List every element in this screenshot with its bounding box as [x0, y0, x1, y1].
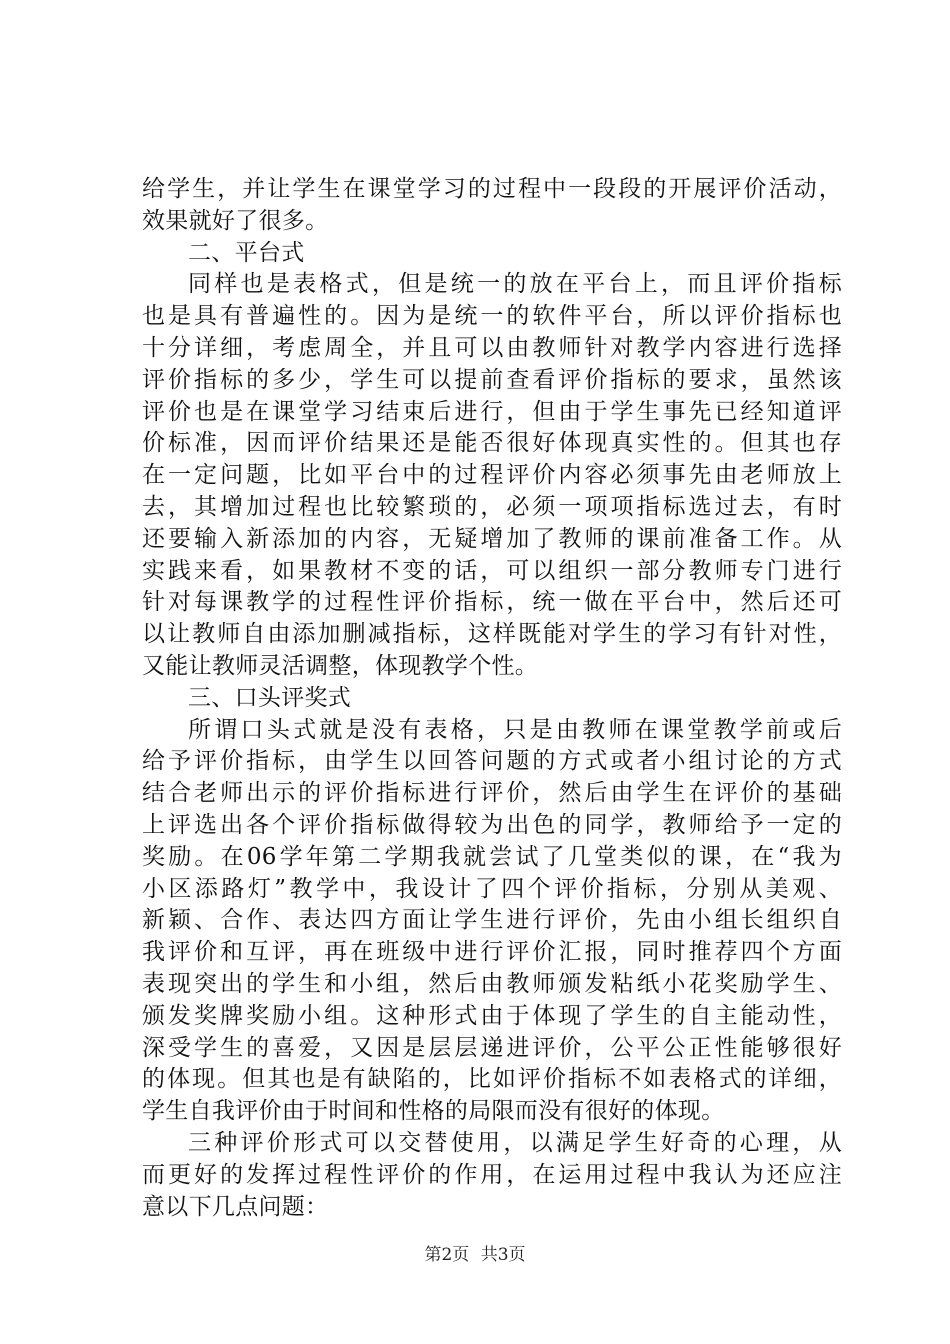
text-line: 给学生，并让学生在课堂学习的过程中一段段的开展评价活动，	[142, 176, 842, 202]
text-line: 所谓口头式就是没有表格，只是由教师在课堂教学前或后	[188, 716, 842, 743]
text-line: 结合老师出示的评价指标进行评价，然后由学生在评价的基础	[142, 780, 842, 807]
total-pages: 共3页	[480, 1245, 526, 1265]
text-line: 还要输入新添加的内容，无疑增加了教师的课前准备工作。从	[142, 525, 842, 552]
text-line: 价标准，因而评价结果还是能否很好体现真实性的。但其也存	[142, 430, 842, 457]
text-line: 而更好的发挥过程性评价的作用，在运用过程中我认为还应注	[142, 1161, 842, 1188]
body-text	[142, 174, 842, 1223]
text-line: 小区添路灯”教学中，我设计了四个评价指标，分别从美观、	[142, 875, 842, 902]
text-line: 评价也是在课堂学习结束后进行，但由于学生事先已经知道评	[142, 398, 842, 425]
text-line: 上评选出各个评价指标做得较为出色的同学，教师给予一定的	[142, 811, 842, 838]
text-line: 的体现。但其也是有缺陷的，比如评价指标不如表格式的详细，	[142, 1066, 842, 1093]
text-line: 又能让教师灵活调整，体现教学个性。	[142, 652, 539, 679]
text-line: 奖励。在06学年第二学期我就尝试了几堂类似的课，在“我为	[142, 843, 842, 870]
text-line: 颁发奖牌奖励小组。这种形式由于体现了学生的自主能动性，	[142, 1002, 842, 1029]
text-line: 效果就好了很多。	[142, 207, 329, 234]
text-line: 针对每课教学的过程性评价指标，统一做在平台中，然后还可	[142, 589, 842, 616]
text-line: 在一定问题，比如平台中的过程评价内容必须事先由老师放上	[142, 462, 842, 489]
text-line: 以让教师自由添加删减指标，这样既能对学生的学习有针对性，	[142, 621, 842, 648]
text-line: 深受学生的喜爱，又因是层层递进评价，公平公正性能够很好	[142, 1034, 842, 1061]
section-heading: 三、口头评奖式	[188, 684, 352, 711]
text-line: 实践来看，如果教材不变的话，可以组织一部分教师专门进行	[142, 557, 842, 584]
page-number: 第2页	[424, 1245, 470, 1265]
text-line: 同样也是表格式，但是统一的放在平台上，而且评价指标	[188, 271, 842, 298]
text-line: 也是具有普遍性的。因为是统一的软件平台，所以评价指标也	[142, 303, 842, 330]
text-line: 三种评价形式可以交替使用，以满足学生好奇的心理，从	[188, 1129, 842, 1156]
page-footer	[0, 1240, 950, 1265]
text-line: 学生自我评价由于时间和性格的局限而没有很好的体现。	[142, 1098, 725, 1125]
text-line: 表现突出的学生和小组，然后由教师颁发粘纸小花奖励学生、	[142, 970, 842, 997]
text-line: 去，其增加过程也比较繁琐的，必须一项项指标选过去，有时	[142, 493, 842, 520]
text-line: 给予评价指标，由学生以回答问题的方式或者小组讨论的方式	[142, 748, 842, 775]
text-line: 十分详细，考虑周全，并且可以由教师针对教学内容进行选择	[142, 334, 842, 361]
text-line: 我评价和互评，再在班级中进行评价汇报，同时推荐四个方面	[142, 939, 842, 966]
text-line: 新颖、合作、表达四方面让学生进行评价，先由小组长组织自	[142, 907, 842, 934]
text-line: 评价指标的多少，学生可以提前查看评价指标的要求，虽然该	[142, 366, 842, 393]
section-heading: 二、平台式	[188, 239, 305, 266]
text-line: 意以下几点问题：	[142, 1193, 329, 1220]
